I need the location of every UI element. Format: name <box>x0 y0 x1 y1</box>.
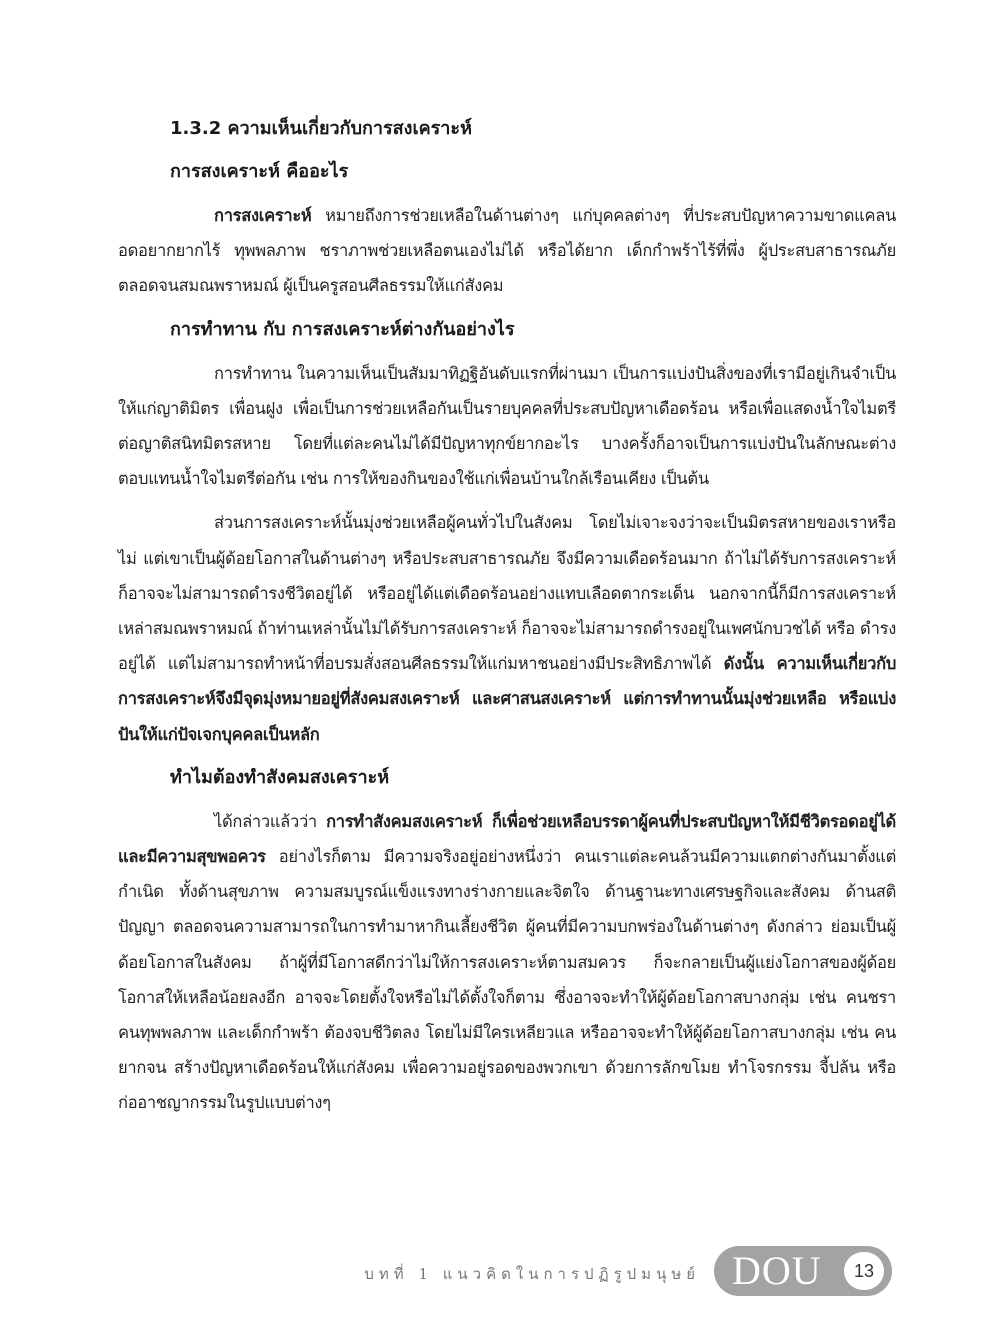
footer-chapter-title: บทที่ 1 แนวคิดในการปฏิรูปมนุษย์ <box>364 1265 700 1283</box>
why-emphasis: การทำสังคมสงเคราะห์ ก็เพื่อช่วยเหลือบรรดาผู้คนที่ประสบปัญหาให้มีชีวิตรอดอยู่ได้ และมีความสุขพอควร <box>118 811 896 867</box>
why-intro: ได้กล่าวแล้วว่า <box>214 811 327 831</box>
welfare-text: ส่วนการสงเคราะห์นั้นมุ่งช่วยเหลือผู้คนทั่วไปในสังคม โดยไม่เจาะจงว่าจะเป็นมิตรสหายของเราหรือไม่ แต่เขาเป็นผู้ด้อยโอกาสในด้านต่างๆ หรือประสบสาธารณภัย จึงมีความเดือดร้อนมาก ถ้าไม่ได้รับการสงเคราะห์ก็อาจจะไม่สามารถดำรงชีวิตอยู่ได้ หรืออยู่ได้แต่เดือดร้อนอย่างแทบเลือดตากระเด็น นอกจากนี้ก็มีการสงเคราะห์เหล่าสมณพราหมณ์ ถ้าท่านเหล่านั้นไม่ได้รับการสงเคราะห์ ก็อาจจะไม่สามารถดำรงอยู่ในเพศนักบวชได้ หรือ ดำรงอยู่ได้ แต่ไม่สามารถทำหน้าที่อบรมสั่งสอนศีลธรรมให้แก่มหาชนอย่างมีประสิทธิภาพได้ <box>118 513 896 674</box>
subheading-giving-vs-welfare: การทำทาน กับ การสงเคราะห์ต่างกันอย่างไร <box>170 318 515 340</box>
paragraph-why <box>118 804 896 1121</box>
definition-term: การสงเคราะห์ <box>214 206 312 225</box>
why-text: อย่างไรก็ตาม มีความจริงอยู่อย่างหนึ่งว่า คนเราแต่ละคนล้วนมีความแตกต่างกันมาตั้งแต่กำเนิด ทั้งด้านสุขภาพ ความสมบูรณ์แข็งแรงทางร่างกายและจิตใจ ด้านฐานะทางเศรษฐกิจและสังคม ด้านสติปัญญา ตลอดจนความสามารถในการทำมาหากินเลี้ยงชีวิต ผู้คนที่มีความบกพร่องในด้านต่างๆ ดังกล่าว ย่อมเป็นผู้ด้อยโอกาสในสังคม ถ้าผู้ที่มีโอกาสดีกว่าไม่ให้การสงเคราะห์ตามสมควร ก็จะกลายเป็นผู้แย่งโอกาสของผู้ด้อยโอกาสให้เหลือน้อยลงอีก อาจจะโดยตั้งใจหรือไม่ได้ตั้งใจก็ตาม ซึ่งอาจจะทำให้ผู้ด้อยโอกาสบางกลุ่ม เช่น คนชรา คนทุพพลภาพ และเด็กกำพร้า ต้องจบชีวิตลง โดยไม่มีใครเหลียวแล หรืออาจจะทำให้ผู้ด้อยโอกาสบางกลุ่ม เช่น คนยากจน สร้างปัญหาเดือดร้อนให้แก่สังคม เพื่อความอยู่รอดของพวกเขา ด้วยการลักขโมย ทำโจรกรรม จี้ปล้น หรือก่ออาชญากรรมในรูปแบบต่างๆ <box>118 847 896 1113</box>
section-heading: 1.3.2 ความเห็นเกี่ยวกับการสงเคราะห์ <box>170 118 472 139</box>
definition-text: หมายถึงการช่วยเหลือในด้านต่างๆ แก่บุคคลต่างๆ ที่ประสบปัญหาความขาดแคลน อดอยากยากไร้ ทุพพลภาพ ชราภาพช่วยเหลือตนเองไม่ได้ หรือได้ยาก เด็กกำพร้าไร้ที่พึ่ง ผู้ประสบสาธารณภัย ตลอดจนสมณพราหมณ์ ผู้เป็นครูสอนศีลธรรมให้แก่สังคม <box>118 206 896 296</box>
welfare-conclusion: ดังนั้น ความเห็นเกี่ยวกับการสงเคราะห์จึงมีจุดมุ่งหมายอยู่ที่สังคมสงเคราะห์ และศาสนสงเคราะห์ แต่การทำทานนั้นมุ่งช่วยเหลือ หรือแบ่งปันให้แก่ปัจเจกบุคคลเป็นหลัก <box>118 654 896 744</box>
paragraph-definition <box>118 198 896 304</box>
paragraph-welfare <box>118 505 896 751</box>
page-number: 13 <box>844 1252 884 1290</box>
main-content <box>118 112 896 1130</box>
paragraph-giving: การทำทาน ในความเห็นเป็นสัมมาทิฏฐิอันดับแรกที่ผ่านมา เป็นการแบ่งปันสิ่งของที่เรามีอยู่เกินจำเป็นให้แก่ญาติมิตร เพื่อนฝูง เพื่อเป็นการช่วยเหลือกันเป็นรายบุคคลที่ประสบปัญหาเดือดร้อน หรือเพื่อแสดงน้ำใจไมตรีต่อญาติสนิทมิตรสหาย โดยที่แต่ละคนไม่ได้มีปัญหาทุกข์ยากอะไร บางครั้งก็อาจเป็นการแบ่งปันในลักษณะต่างตอบแทนน้ำใจไมตรีต่อกัน เช่น การให้ของกินของใช้แก่เพื่อนบ้านใกล้เรือนเคียง เป็นต้น <box>118 363 896 489</box>
dou-logo: DOU <box>732 1248 822 1293</box>
subheading-what-is-welfare: การสงเคราะห์ คืออะไร <box>170 161 349 182</box>
subheading-why-social-welfare: ทำไมต้องทำสังคมสงเคราะห์ <box>170 766 390 788</box>
page-badge <box>714 1246 892 1296</box>
